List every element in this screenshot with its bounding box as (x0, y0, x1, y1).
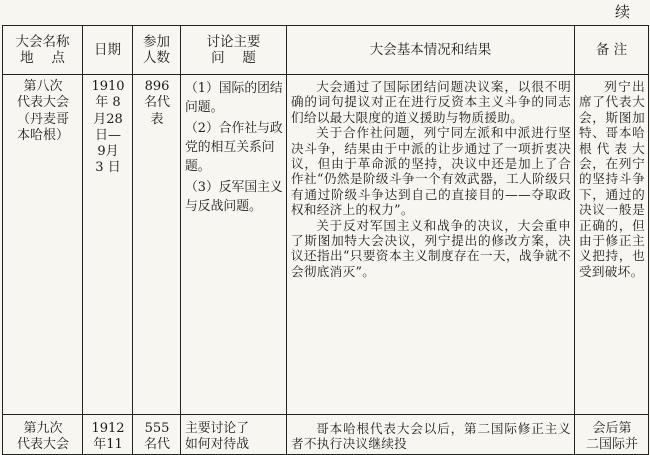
header-count: 参加 人数 (133, 26, 181, 75)
congress-notes: 会后第 二国际并 (575, 415, 649, 455)
congress-date: 1912 年11 (83, 415, 133, 455)
history-table (2, 25, 649, 455)
continued-label: 续 (614, 3, 632, 21)
congress-name: 第九次 代表大会 (3, 415, 83, 455)
attendee-count: 555 名代 (133, 415, 181, 455)
header-notes: 备 注 (575, 26, 649, 75)
congress-date: 1910 年 8 月28 日— 9月 3 日 (83, 75, 133, 415)
congress-summary: 哥本哈根代表大会以后，第二国际修正主义者不执行决议继续投 (287, 415, 575, 455)
congress-summary: 大会通过了国际团结问题决议案，以很不明确的词句提议对正在进行反资本主义斗争的同志们给以最大限度的道义援助与物质援助。 关于合作社问题，列宁同左派和中派进行坚决斗争，结果由于中派的让步通过了一项折衷决议，但由于革命派的坚持，决议中还是加上了合作社“仍然是阶级斗争一个有效武器，工人阶级只有通过阶级斗争达到自己的直接目的——夺取政权和经济上的权力”。 关于反对军国主义和战争的决议，大会重申了斯图加特大会决议，列宁提出的修改方案，决议还指出“只要资本主义制度存在一天，战争就不会彻底消灭”。 (287, 75, 575, 415)
congress-name: 第八次 代表大会 （丹麦哥 本哈根） (3, 75, 83, 415)
header-name: 大会名称 地 点 (3, 26, 83, 75)
table-row (3, 75, 649, 415)
congress-notes: 列宁出席了代表大会，斯图加特、哥本哈根代表大会，在列宁的坚持斗争下，通过的决议一般是正确的，但由于修正主义把持，也受到破坏。 (575, 75, 649, 415)
header-summary: 大会基本情况和结果 (287, 26, 575, 75)
header-topics: 讨论主要 问 题 (181, 26, 287, 75)
table-header-row (3, 26, 649, 75)
main-topics: 主要讨论了 如何对待战 (181, 415, 287, 455)
header-date: 日期 (83, 26, 133, 75)
table-row (3, 415, 649, 455)
main-topics: （1）国际的团结问题。 （2）合作社与政党的相互关系问题。 （3）反军国主义与反战问题。 (181, 75, 287, 415)
attendee-count: 896 名代 表 (133, 75, 181, 415)
